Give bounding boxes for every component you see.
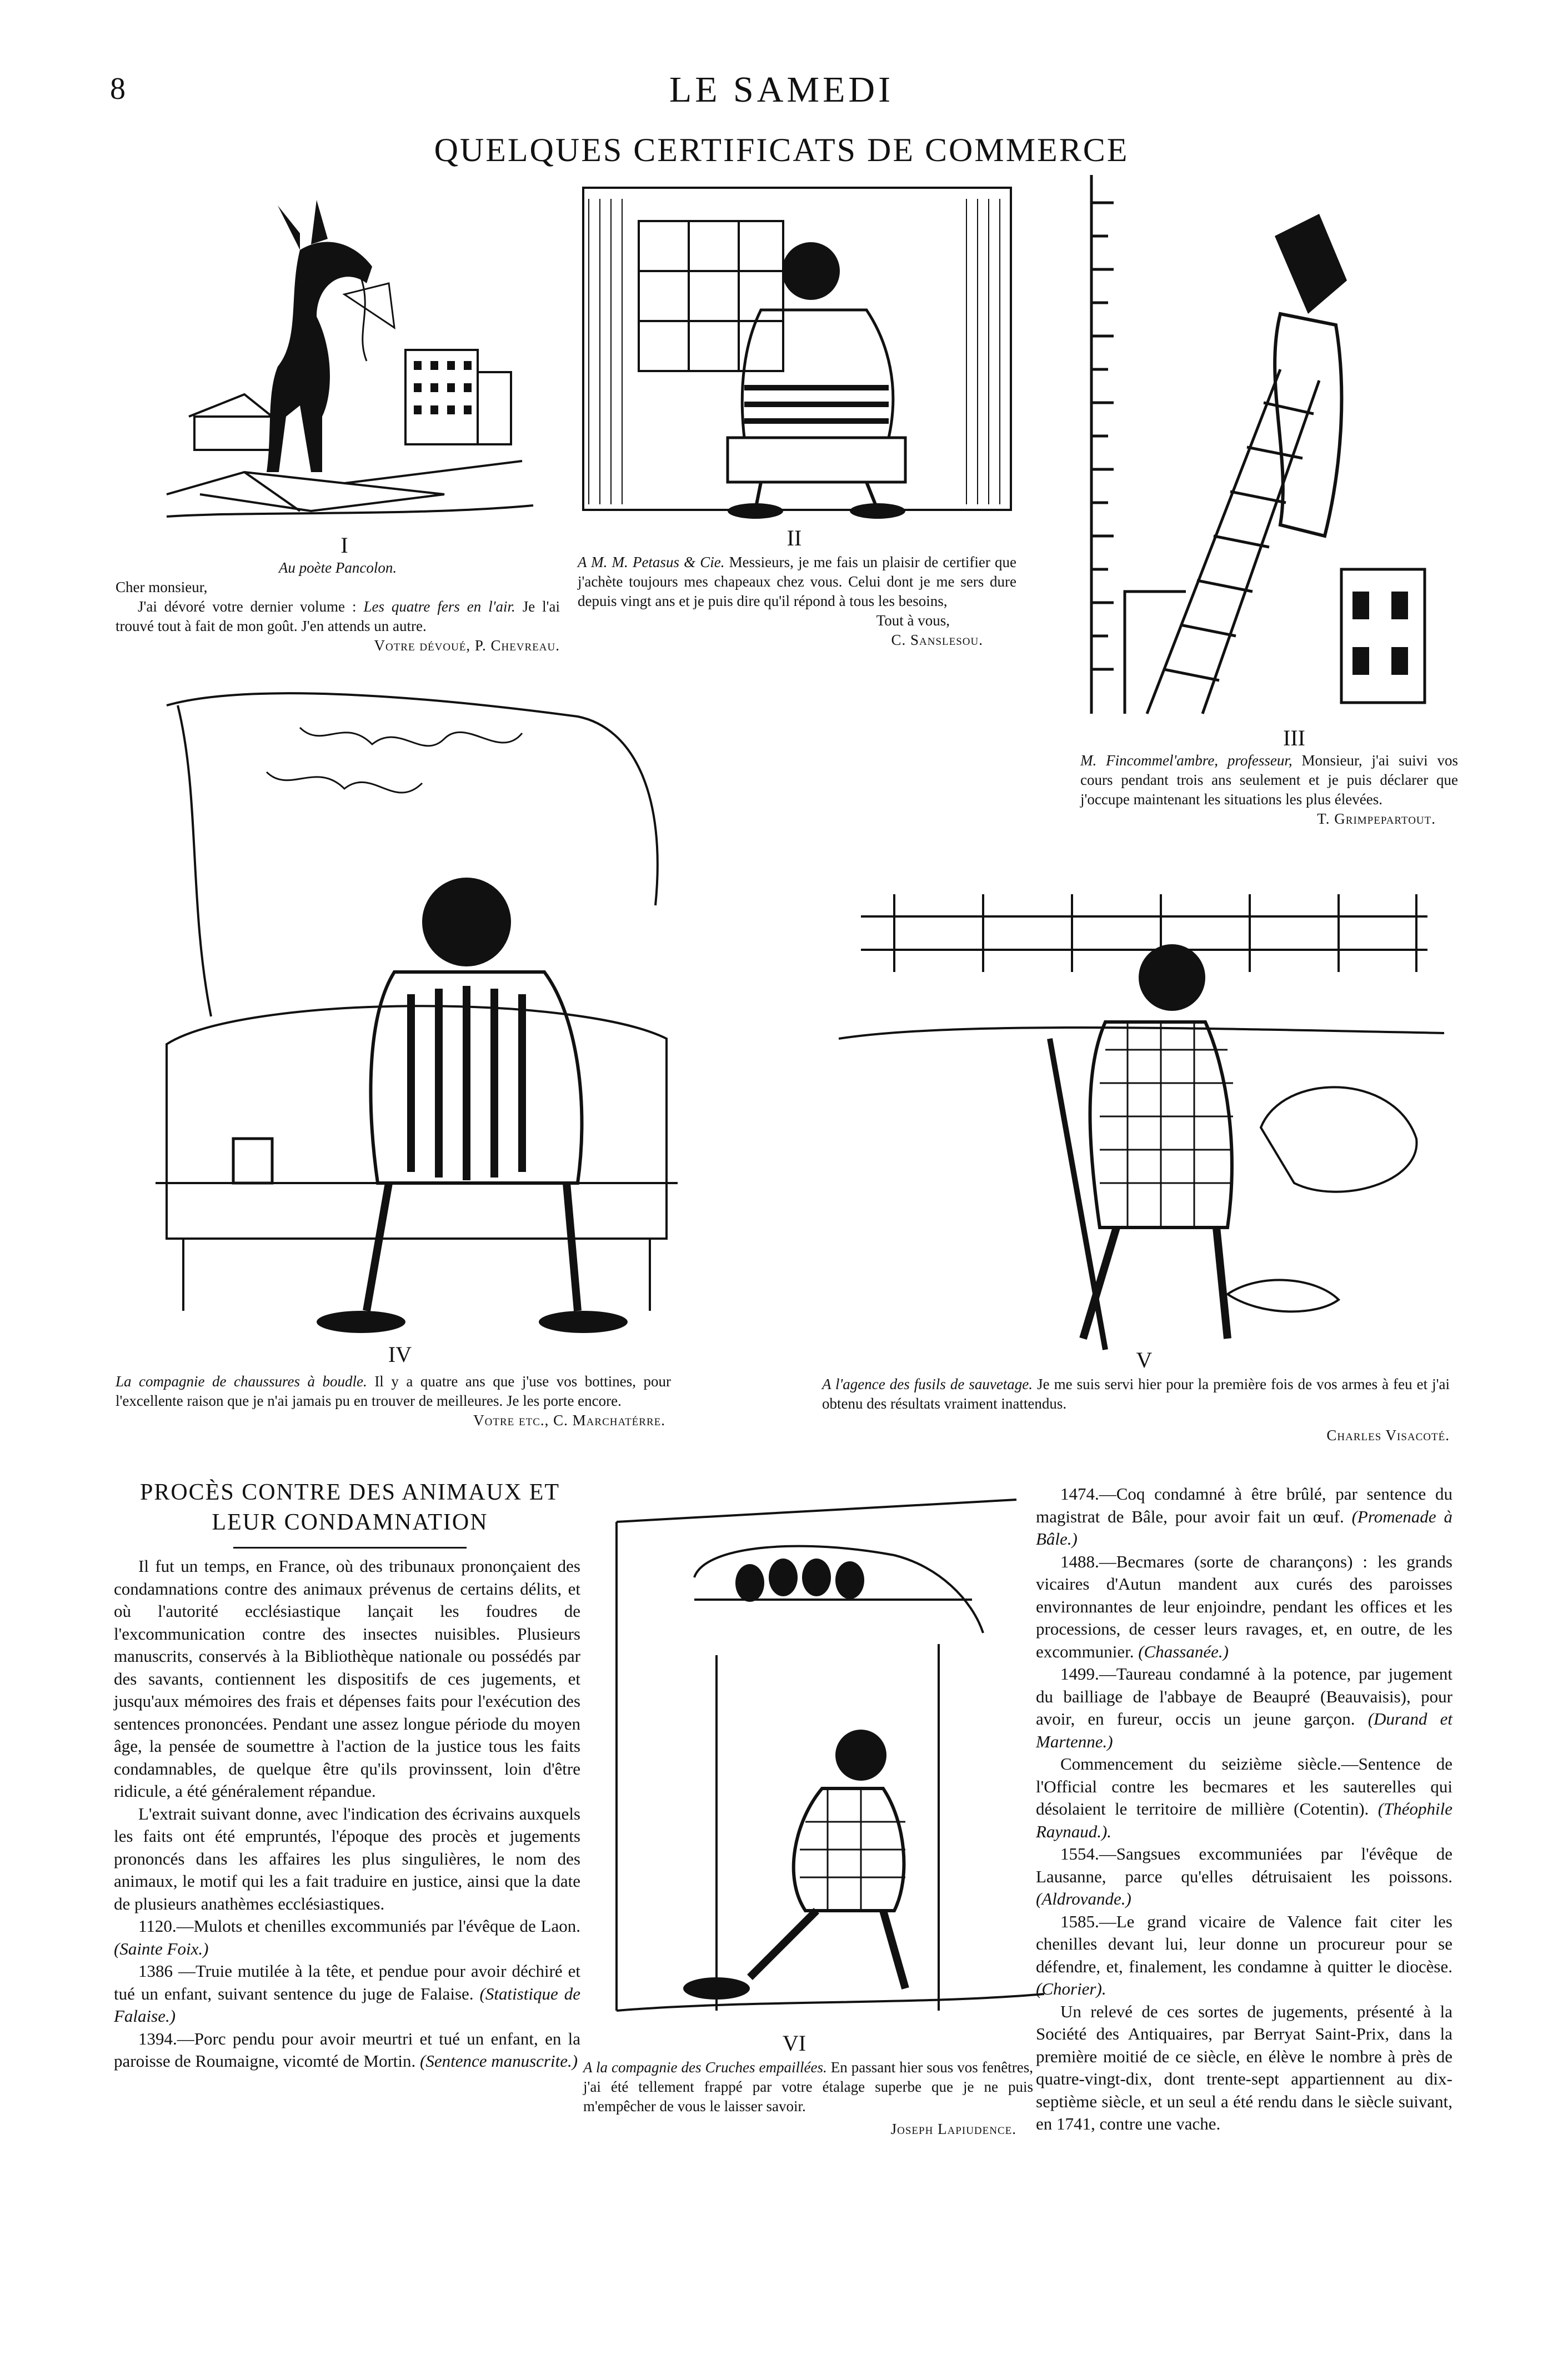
certificate-signature: Joseph Lapiudence. [890, 2121, 1016, 2137]
certificate-caption-III [1080, 751, 1458, 829]
article-title-rule [233, 1547, 467, 1549]
man-hit-by-jugs-illustration [583, 1489, 1044, 2022]
certificate-addressee: A l'agence des fusils de sauvetage. [822, 1376, 1033, 1392]
certificate-body: Messieurs, je me fais un plaisir de certifier que j'achète toujours mes chapeaux chez vous. Celui dont je me sers dure depuis vingt ans et je puis dire qu'il répond à tous les besoins, [578, 554, 1016, 609]
article-entry: 1386 —Truie mutilée à la tête, et pendue pour avoir déchiré et tué un enfant, suivant sentence du juge de Falaise. (Statistique de Falaise.) [114, 1961, 580, 2026]
article-entry: 1120.—Mulots et chenilles excommuniés par l'évêque de Laon. (Sainte Foix.) [114, 1916, 580, 1958]
certificate-caption-IV [116, 1372, 671, 1430]
article-entry: 1585.—Le grand vicaire de Valence fait citer les chenilles devant lui, leur donne un procureur pour se défendre, et, finalement, les condamne à quitter le diocèse. (Chorier). [1036, 1911, 1452, 1998]
certificate-numeral-I: I [340, 533, 348, 558]
masthead: LE SAMEDI [669, 69, 894, 110]
article-entry: 1554.—Sangsues excommuniées par l'évêque de Lausanne, parce qu'elles détruisaient les poissons. (Aldrovande.) [1036, 1844, 1452, 1908]
certificate-addressee: M. Fincommel'ambre, professeur, [1080, 752, 1293, 769]
certificate-numeral-V: V [1136, 1347, 1153, 1372]
certificate-signature: Votre etc., C. Marchatérre. [473, 1412, 665, 1429]
certificate-body: Monsieur, j'ai suivi vos cours pendant trois ans seulement et je puis déclarer que j'occupe maintenant les situations les plus élevées. [1080, 752, 1459, 808]
hunter-with-broken-gun-illustration [839, 839, 1444, 1361]
certificate-salutation: Cher monsieur, [116, 579, 208, 595]
certificate-body: Je me suis servi hier pour la première fois de vos armes à feu et j'ai obtenu des résultats vraiment inattendus. [822, 1376, 1450, 1412]
certificate-addressee: La compagnie de chaussures à boudle. [116, 1373, 367, 1390]
certificate-body: Il y a quatre ans que j'use vos bottines, pour l'excellente raison que je n'ai jamais pu en trouver de meilleures. Je les porte encore. [116, 1373, 671, 1409]
article-entry: 1488.—Becmares (sorte de charançons) : les grands vicaires d'Autun mandent aux curés des paroisses environnantes de leur enjoindre, pendant les offices et les processions, de cesser leurs ravages, et, en outre, de les excommunier. (Chassanée.) [1036, 1551, 1452, 1661]
article-entry: 1474.—Coq condamné à être brûlé, par sentence du magistrat de Bâle, pour avoir fait un œuf. (Promenade à Bâle.) [1036, 1484, 1452, 1549]
article-entry: 1394.—Porc pendu pour avoir meurtri et tué un enfant, en la paroisse de Roumaigne, vicomté de Mortin. (Sentence manuscrite.) [114, 2028, 580, 2071]
article-title-line2: LEUR CONDAMNATION [212, 1510, 488, 1535]
certificate-addressee: A M. M. Petasus & Cie. [578, 554, 725, 570]
certificate-closing: Tout à vous, [876, 612, 950, 629]
man-on-bench-icon [133, 683, 678, 1350]
article-entry: 1499.—Taureau condamné à la potence, par jugement du bailliage de l'abbaye de Beaupré (Beauvaisis), pour avoir, en fureur, occis un jeune garçon. (Durand et Martenne.) [1036, 1664, 1452, 1751]
section-title: QUELQUES CERTIFICATS DE COMMERCE [434, 132, 1129, 168]
certificate-caption-VI [583, 2058, 1033, 2139]
certificate-addressee: Au poète Pancolon. [278, 559, 397, 576]
certificate-caption-V [822, 1375, 1450, 1445]
certificate-numeral-VI: VI [782, 2031, 806, 2056]
certificate-signature: T. Grimpepartout. [1317, 810, 1436, 827]
man-on-bench-illustration [133, 683, 678, 1350]
man-hit-by-jugs-icon [583, 1489, 1044, 2022]
certificate-addressee: A la compagnie des Cruches empaillées. [583, 2059, 827, 2076]
certificate-signature: Charles Visacoté. [1326, 1427, 1450, 1444]
goat-on-book-illustration [133, 183, 555, 528]
page-number: 8 [110, 72, 126, 106]
article-paragraph-2: L'extrait suivant donne, avec l'indication des écrivains auxquels les faits ont été empruntés, l'époque des procès et jugements prononcés dans les affaires les plus singulières, le nom des animaux, le motif qui les a fait traduire en justice, ainsi que la date de plusieurs anathèmes ecclésiastiques. [114, 1803, 580, 1913]
certificate-signature: C. Sanslesou. [891, 632, 983, 648]
article-right-column [1036, 1483, 1452, 2136]
certificate-signature: Votre dévoué, P. Chevreau. [374, 637, 560, 654]
certificate-body: En passant hier sous vos fenêtres, j'ai été tellement frappé par votre étalage superbe que je ne puis m'empêcher de vous le laisser savoir. [583, 2059, 1034, 2115]
certificate-numeral-IV: IV [388, 1342, 412, 1367]
hunter-with-broken-gun-icon [839, 839, 1444, 1361]
certificate-book-title: Les quatre fers en l'air. [363, 598, 515, 615]
article-left-column [114, 1555, 580, 2073]
certificate-caption-II [578, 553, 1016, 650]
article-title-line1: PROCÈS CONTRE DES ANIMAUX ET [139, 1480, 560, 1505]
seated-man-window-icon [578, 177, 1016, 521]
certificate-body-end: Je l'ai trouvé tout à fait de mon goût. J'en attends un autre. [116, 598, 560, 634]
certificate-numeral-III: III [1283, 725, 1305, 750]
certificate-caption-I [116, 558, 560, 655]
certificate-body: J'ai dévoré votre dernier volume : [138, 598, 364, 615]
article-paragraph-1: Il fut un temps, en France, où des tribunaux prononçaient des condamnations contre des animaux prévenus de certains délits, et où l'autorité ecclésiastique lançait les foudres de l'excommunication contre des insectes nuisibles. Plusieurs manuscrits, conservés à la Bibliothèque nationale ou possédés par des savants, contiennent les dispositifs de ces jugements, et jusqu'aux mémoires des frais et dépenses faits pour l'exécution des sentences prononcées. Pendant une assez longue période du moyen âge, la pensée de soumettre à l'action de la justice tous les faits condamnables, de quelque être qu'ils provinssent, loin d'être ridicule, a été généralement répandue. [114, 1556, 580, 1801]
certificate-numeral-II: II [786, 525, 802, 550]
man-climbing-ladder-illustration [1080, 169, 1436, 719]
goat-on-book-icon [133, 183, 555, 528]
man-climbing-ladder-icon [1080, 169, 1436, 719]
article-entry: Un relevé de ces sortes de jugements, présenté à la Société des Antiquaires, par Berryat Saint-Prix, dans la première moitié de ce siècle, en élève le nombre à près de quatre-vingt-dix, dont trente-sept appartiennent au dix-septième siècle, et un seul a été rendu dans le siècle suivant, en 1741, contre une vache. [1036, 2001, 1452, 2133]
article-entry: Commencement du seizième siècle.—Sentence de l'Official contre les becmares et les sauterelles qui désolaient le territoire de millière (Cotentin). (Théophile Raynaud.). [1036, 1754, 1452, 1841]
article-title [122, 1477, 578, 1537]
seated-man-window-illustration [578, 177, 1016, 521]
